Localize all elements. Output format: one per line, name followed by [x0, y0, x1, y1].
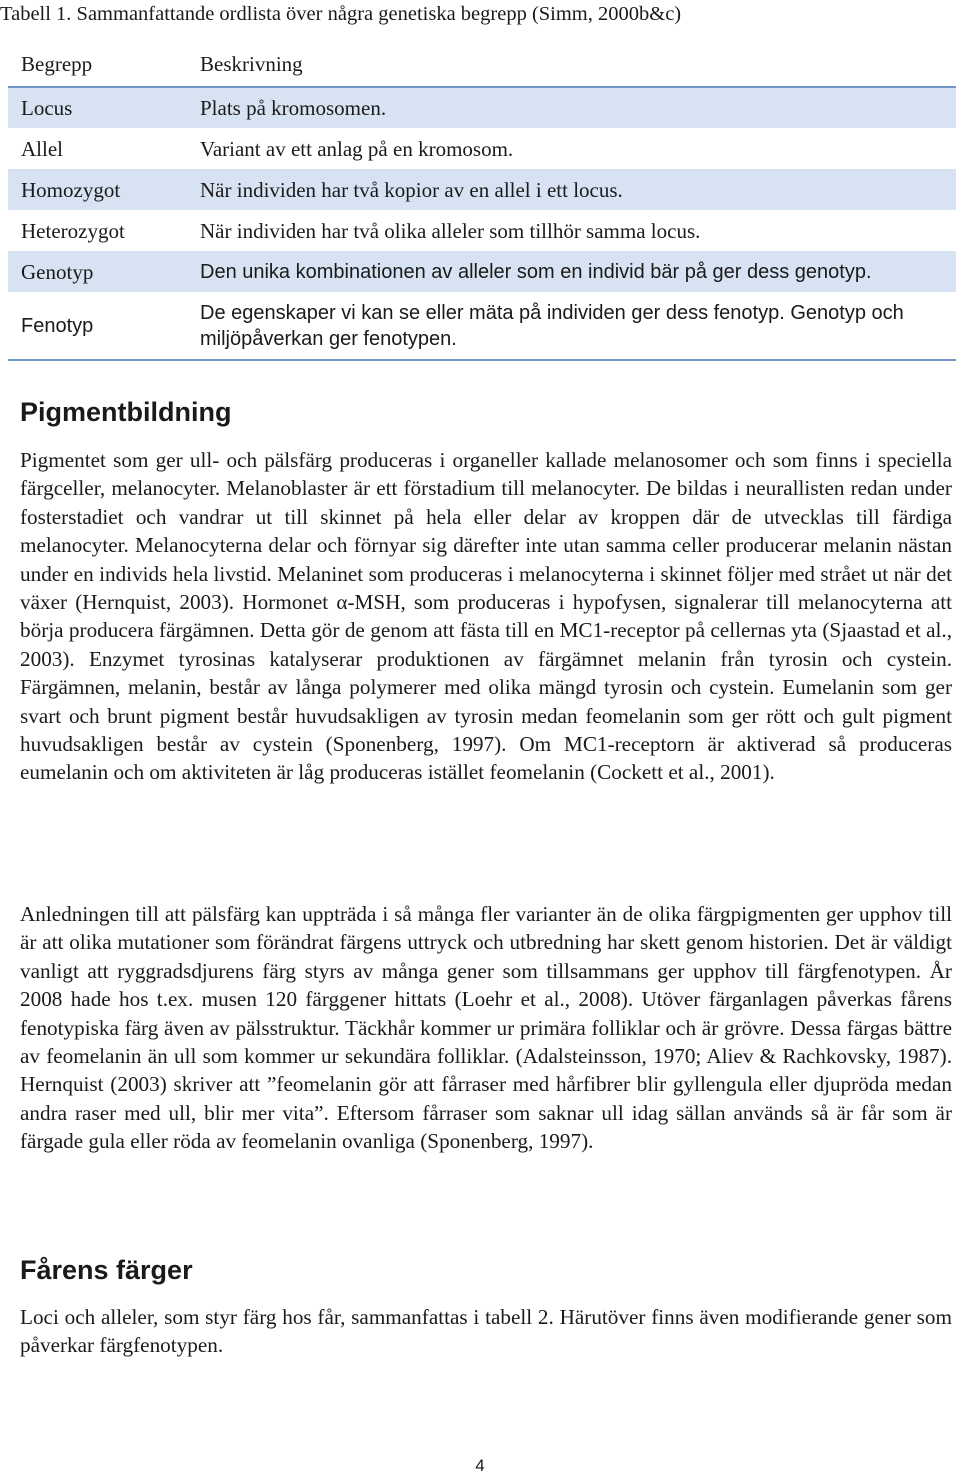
- table-row: [8, 128, 956, 169]
- description-cell: De egenskaper vi kan se eller mäta på individen ger dess fenotyp. Genotyp och miljöpåverkan ger fenotypen.: [192, 292, 956, 360]
- table-row: [8, 292, 956, 360]
- term-cell: Locus: [8, 87, 192, 128]
- paragraph-farger-1: Loci och alleler, som styr färg hos får, sammanfattas i tabell 2. Härutöver finns även modifierande gener som påverkar färgfenotypen.: [20, 1305, 952, 1358]
- header-description: Beskrivning: [192, 42, 956, 87]
- term-cell: Heterozygot: [21, 218, 125, 243]
- glossary-table: [8, 42, 956, 361]
- table-row: [8, 87, 956, 128]
- paragraph-pigment-2: Anledningen till att pälsfärg kan uppträda i så många fler varianter än de olika färgpigmenten ger upphov till är att olika mutationer som förändrat färgens uttryck och utbredning har skett genom historien. Det är väldigt vanligt att ryggradsdjurens färg styrs av många gener som tillsammans ger upphov till färgfenotypen. År 2008 hade hos t.ex. musen 120 färggener hittats (Loehr et al., 2008). Utöver färganlagen påverkas fårens fenotypiska färg även av pälsstruktur. Täckhår kommer ur primära folliklar och är grövre. Dessa färgas bättre av feomelanin än ull som kommer ur sekundära folliklar. (Adalsteinsson, 1970; Aliev & Rachkovsky, 1987). Hernquist (2003) skriver att ”feomelanin gör att fårraser med hårfibrer blir gyllengula eller djupröda medan andra raser med ull, blir mer vita”. Eftersom fårraser som saknar ull idag sällan används så är får som är färgade gula eller röda av feomelanin ovanliga (Sponenberg, 1997).: [20, 902, 952, 1154]
- page-number: 4: [475, 1456, 485, 1475]
- table-row: [8, 169, 956, 210]
- term-cell: Fenotyp: [8, 292, 192, 360]
- description-cell: Plats på kromosomen.: [192, 87, 956, 128]
- section-heading-pigmentbildning: Pigmentbildning: [20, 397, 232, 427]
- term-cell: Allel: [21, 136, 63, 161]
- paragraph-pigment-1: Pigmentet som ger ull- och pälsfärg produceras i organeller kallade melanosomer och som finns i speciella färgceller, melanocyter. Melanoblaster är ett förstadium till melanocyter. De bildas i neurallisten redan under fosterstadiet och vandrar ut till skinnet på hela eller delar av kroppen där de utvecklas till färdiga melanocyter. Melanocyterna delar och förnyar sig därefter inte utan samma celler producerar melanin nästan under en individs hela livstid. Melaninet som produceras i melanocyterna i skinnet följer med strået ut när det växer (Hernquist, 2003). Hormonet α-MSH, som produceras i hypofysen, signalerar till melanocyterna att börja producera färgämnen. Detta gör de genom att fästa till en MC1-receptor på cellernas yta (Sjaastad et al., 2003). Enzymet tyrosinas katalyserar produktionen av färgämnet melanin från tyrosin och cystein. Färgämnen, melanin, består av långa polymerer med olika mängd tyrosin och cystein. Eumelanin som ger svart och brunt pigment består huvudsakligen av tyrosin medan feomelanin som ger rött och gult pigment huvudsakligen består av cystein (Sponenberg, 1997). Om MC1-receptorn är aktiverad så produceras eumelanin och om aktiviteten är låg produceras istället feomelanin (Cockett et al., 2001).: [20, 448, 952, 785]
- description-cell: Den unika kombinationen av alleler som en individ bär på ger dess genotyp.: [192, 251, 956, 292]
- table-row: [8, 251, 956, 292]
- term-cell: Genotyp: [8, 251, 192, 292]
- table-row: [8, 210, 956, 251]
- section-heading-farens-farger: Fårens färger: [20, 1255, 193, 1285]
- table-header-row: [8, 42, 956, 87]
- description-cell: Variant av ett anlag på en kromosom.: [200, 136, 514, 161]
- term-cell: Homozygot: [8, 169, 192, 210]
- description-cell: När individen har två olika alleler som tillhör samma locus.: [200, 218, 701, 243]
- description-cell: När individen har två kopior av en allel i ett locus.: [192, 169, 956, 210]
- header-term: Begrepp: [8, 42, 192, 87]
- table-caption: Tabell 1. Sammanfattande ordlista över några genetiska begrepp (Simm, 2000b&c): [0, 3, 682, 25]
